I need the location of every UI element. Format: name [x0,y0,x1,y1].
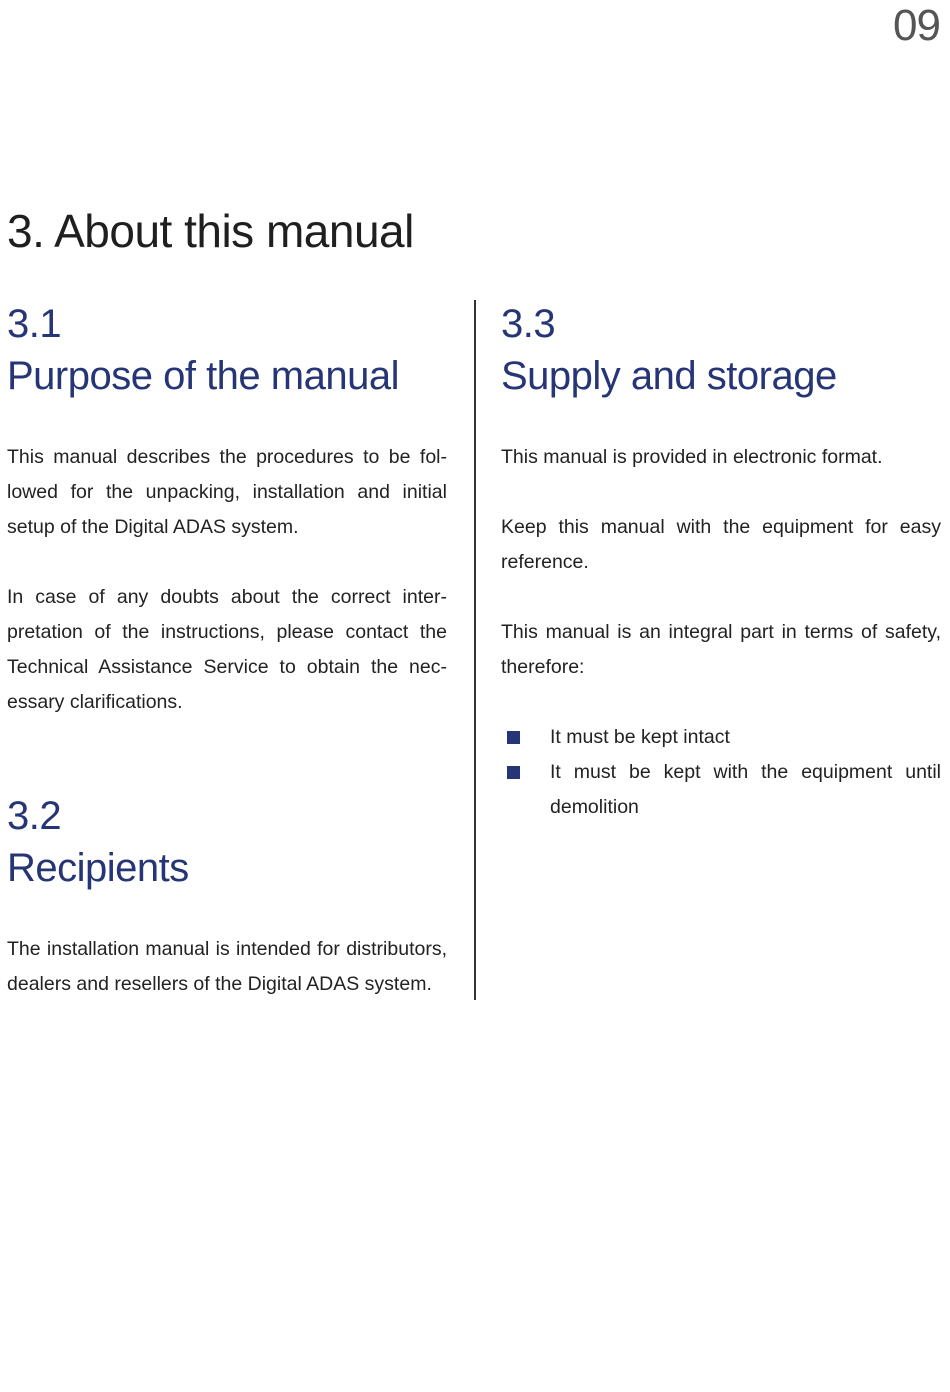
list-item-text: It must be kept with the equipment until demolition [550,761,941,818]
page-number: 09 [893,1,940,50]
section-heading [501,298,941,402]
section-title: Recipients [7,846,189,890]
left-column [7,298,447,1002]
section-number: 3.2 [7,794,62,838]
section-number: 3.1 [7,302,62,346]
bullet-list [501,720,941,825]
section-heading [7,790,447,894]
list-item [501,720,941,755]
section-3-2 [7,790,447,1002]
section-number: 3.3 [501,302,556,346]
column-divider [474,300,476,1000]
section-title: Purpose of the manual [7,354,399,398]
section-title: Supply and storage [501,354,837,398]
paragraph: The installation manual is intended for distributors, dealers and resellers of the Digital ADAS system. [7,938,447,995]
list-item [501,755,941,825]
paragraph: In case of any doubts about the correct interpretation of the instructions, please contact the Technical Assistance Service to obtain the necessary clarifications. [7,586,447,713]
paragraph: This manual is provided in electronic format. [501,446,883,468]
list-item-text: It must be kept intact [550,726,730,748]
square-bullet-icon [507,766,520,779]
paragraph: Keep this manual with the equipment for easy reference. [501,516,941,573]
section-3-3 [501,298,941,825]
section-heading [7,298,447,402]
paragraph: This manual describes the procedures to be followed for the unpacking, installation and initial setup of the Digital ADAS system. [7,446,447,538]
paragraph: This manual is an integral part in terms of safety, therefore: [501,621,941,678]
square-bullet-icon [507,731,520,744]
chapter-title: 3. About this manual [7,205,414,257]
section-3-1 [7,298,447,720]
right-column [501,298,941,825]
